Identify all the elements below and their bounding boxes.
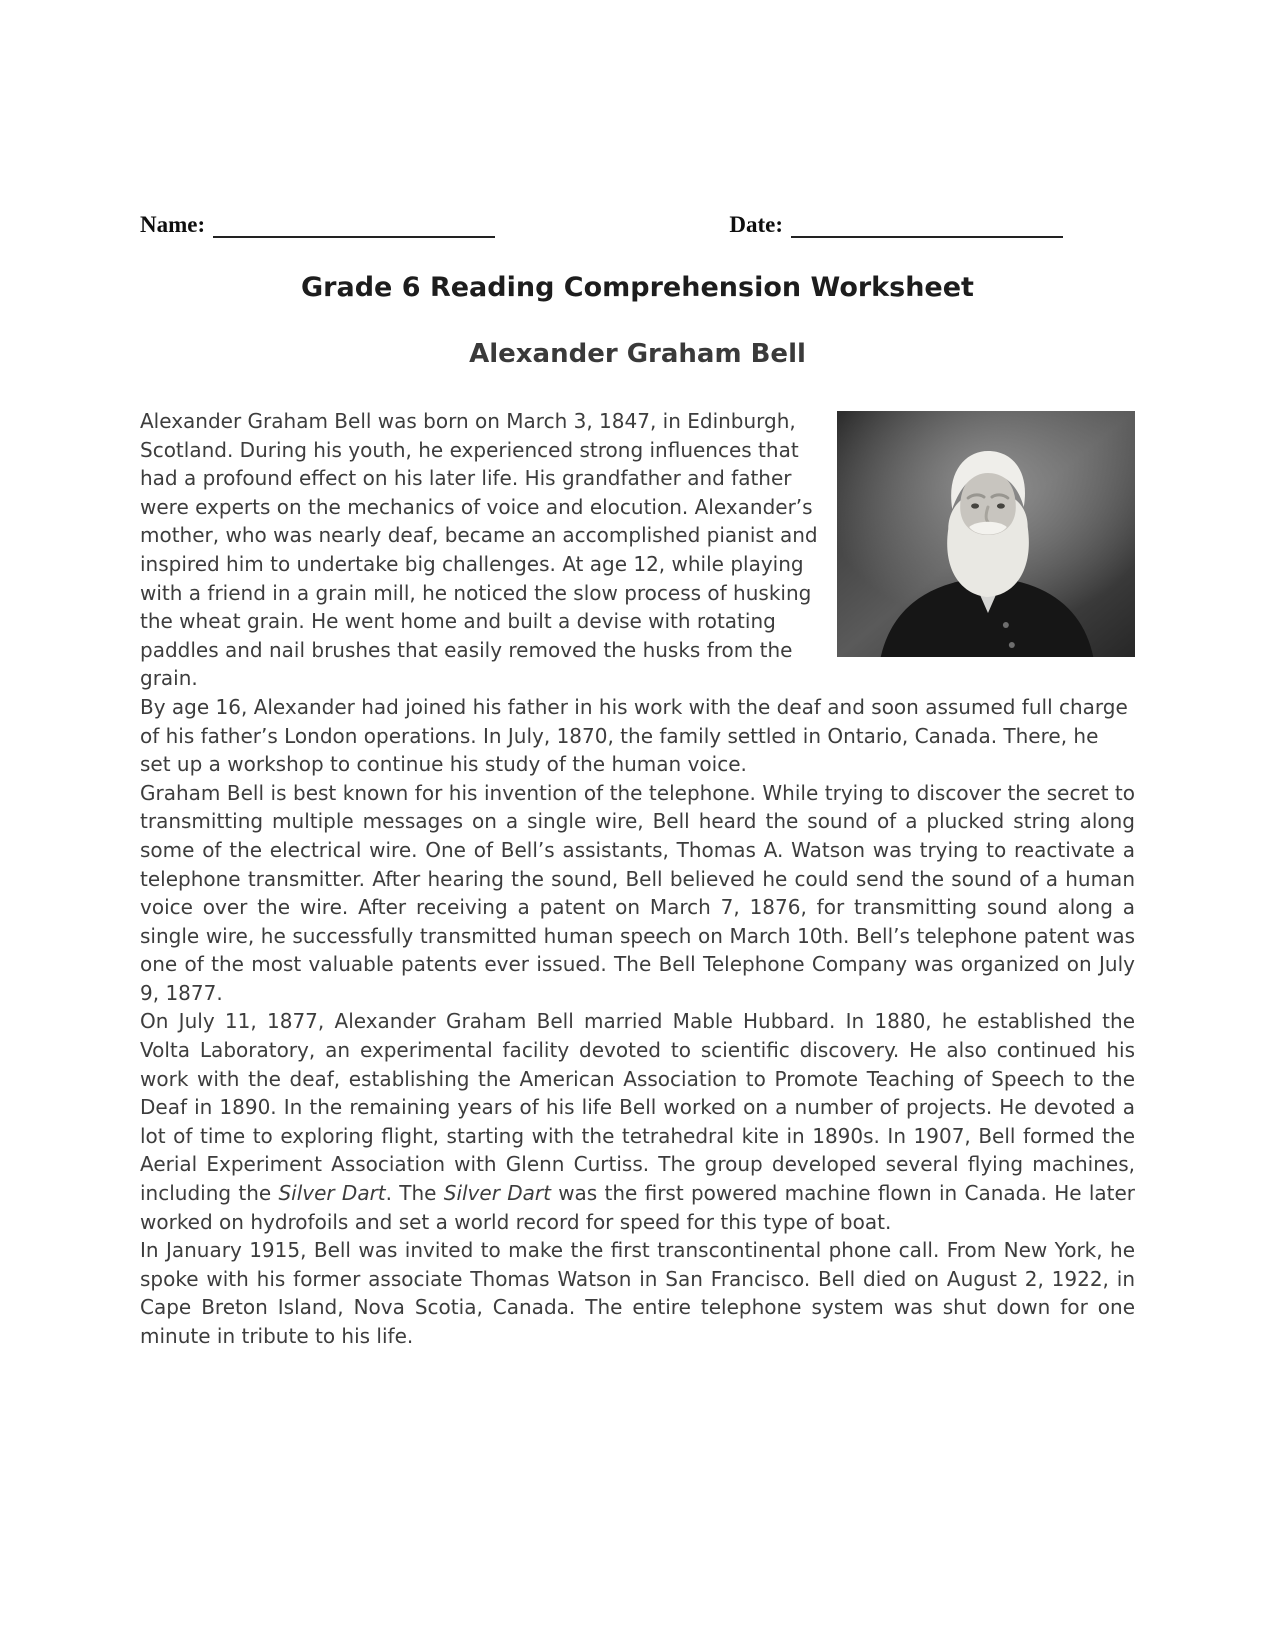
passage-paragraph	[140, 1236, 1135, 1350]
date-blank-line[interactable]	[791, 212, 1063, 238]
passage-paragraph	[140, 1007, 1135, 1236]
name-date-row	[140, 212, 1135, 238]
text-run: was the first powered machine flown in Canada. He later worked on hydrofoils and set a world record for speed for this type of boat.	[140, 1181, 1136, 1234]
passage-paragraph	[140, 779, 1135, 1008]
text-run: On July 11, 1877, Alexander Graham Bell married Mable Hubbard. In 1880, he established the Volta Laboratory, an experimental facility devoted to scientific discovery. He also continued his work with the deaf, establishing the American Association to Promote Teaching of Speech to the Deaf in 1890. In the remaining years of his life Bell worked on a number of projects. He devoted a lot of time to exploring flight, starting with the tetrahedral kite in 1890s. In 1907, Bell formed the Aerial Experiment Association with Glenn Curtiss. The group developed several flying machines, including the	[140, 1009, 1135, 1206]
italic-text-run: Silver Dart	[443, 1181, 551, 1206]
text-run: By age 16, Alexander had joined his father in his work with the deaf and soon assumed full charge of his father’s London operations. In July, 1870, the family settled in Ontario, Canada. There, he set up a workshop to continue his study of the human voice.	[140, 694, 1128, 777]
bell-portrait-photo	[837, 411, 1135, 657]
italic-text-run: Silver Dart	[278, 1181, 386, 1206]
passage-paragraph	[140, 693, 1135, 779]
text-run: Graham Bell is best known for his invention of the telephone. While trying to discover the secret to transmitting multiple messages on a single wire, Bell heard the sound of a plucked string along some of the electrical wire. One of Bell’s assistants, Thomas A. Watson was trying to reactivate a telephone transmitter. After hearing the sound, Bell believed he could send the sound of a human voice over the wire. After receiving a patent on March 7, 1876, for transmitting sound along a single wire, he successfully transmitted human speech on March 10th. Bell’s telephone patent was one of the most valuable patents ever issued. The Bell Telephone Company was organized on July 9, 1877.	[140, 780, 1135, 1005]
text-run: In January 1915, Bell was invited to make the first transcontinental phone call. From New York, he spoke with his former associate Thomas Watson in San Francisco. Bell died on August 2, 1922, in Cape Breton Island, Nova Scotia, Canada. The entire telephone system was shut down for one minute in tribute to his life.	[140, 1238, 1135, 1348]
name-label: Name:	[140, 212, 206, 237]
date-label: Date:	[729, 212, 783, 237]
passage	[140, 407, 1135, 1351]
worksheet-title: Grade 6 Reading Comprehension Worksheet	[301, 272, 974, 303]
name-blank-line[interactable]	[213, 212, 495, 238]
date-field	[729, 212, 1063, 238]
portrait-illustration	[837, 411, 1135, 657]
passage-title: Alexander Graham Bell	[469, 339, 806, 369]
name-field	[140, 212, 495, 238]
text-run: Alexander Graham Bell was born on March 3, 1847, in Edinburgh, Scotland. During his youth, he experienced strong influences that had a profound effect on his later life. His grandfather and father were experts on the mechanics of voice and elocution. Alexander’s mother, who was nearly deaf, became an accomplished pianist and inspired him to undertake big challenges. At age 12, while playing with a friend in a grain mill, he noticed the slow process of husking the wheat grain. He went home and built a devise with rotating paddles and nail brushes that easily removed the husks from the grain.	[140, 409, 818, 691]
text-run: . The	[385, 1181, 444, 1206]
